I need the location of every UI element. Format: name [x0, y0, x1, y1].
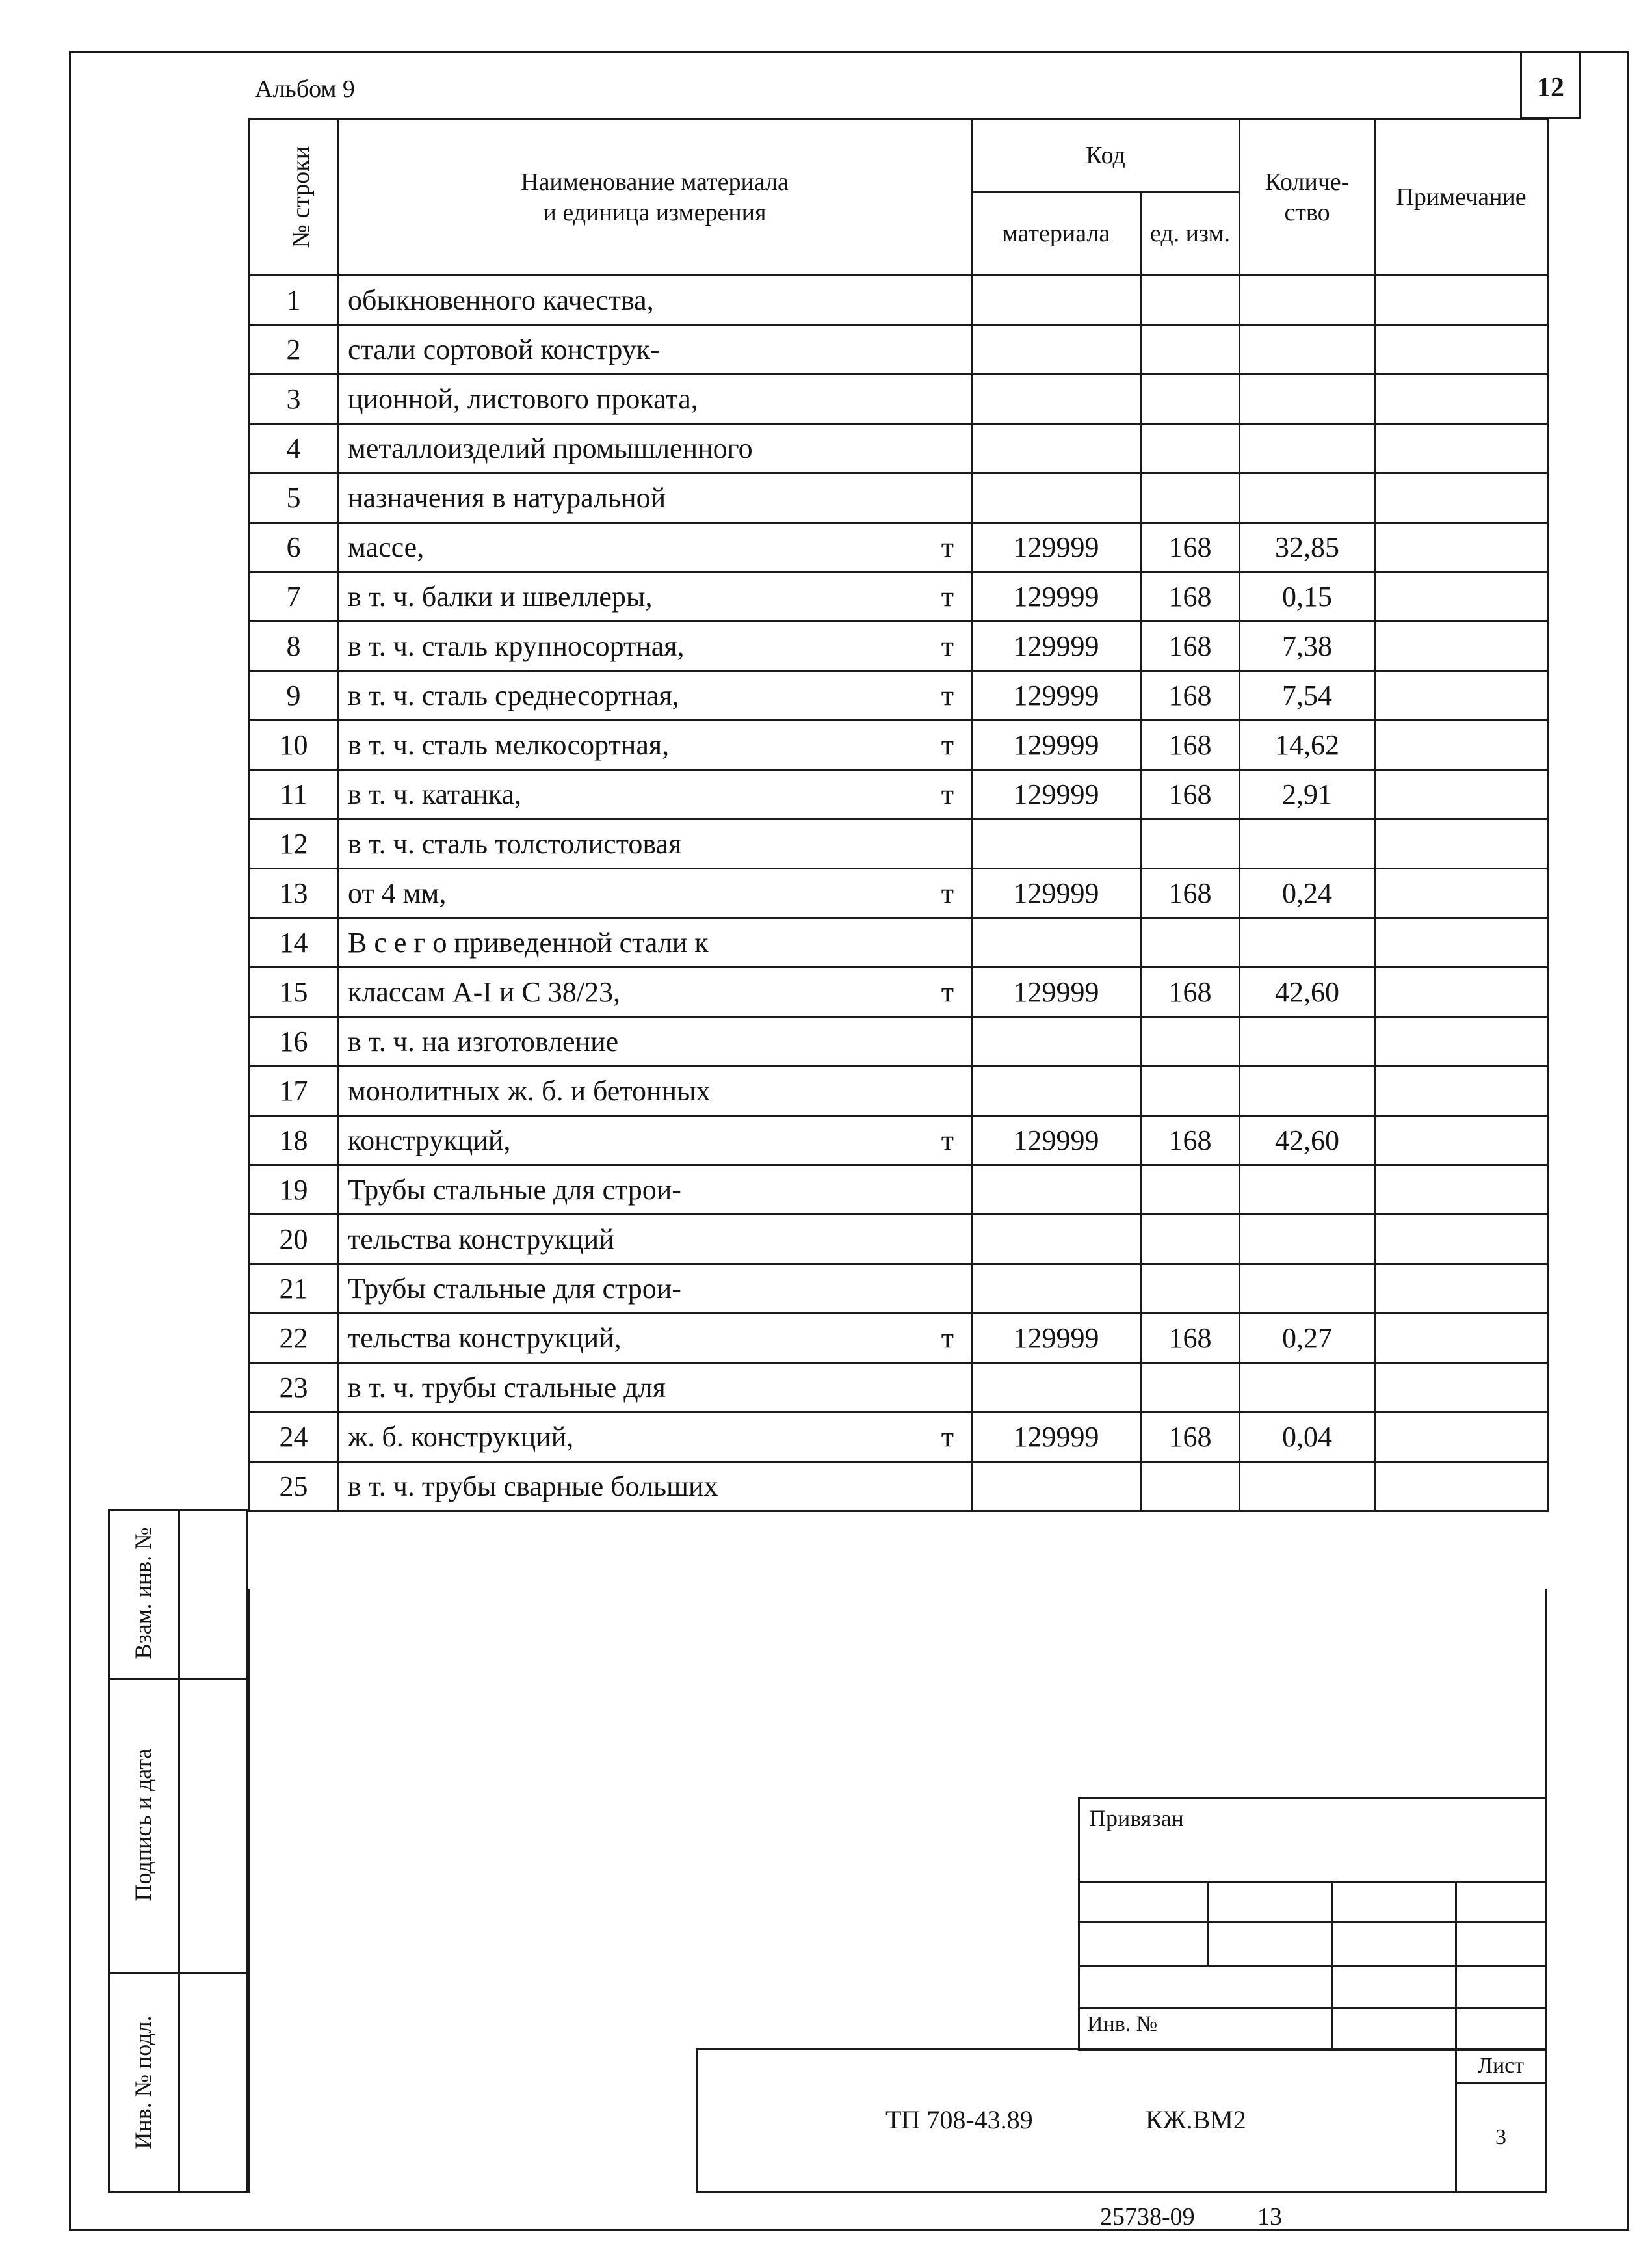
linked-grid-col [1331, 1881, 1333, 2051]
material-name: ционной, листового проката, [348, 382, 698, 415]
material-code [972, 918, 1141, 968]
material-name: от 4 мм, [348, 877, 447, 909]
quantity [1240, 1067, 1375, 1116]
note [1375, 1067, 1548, 1116]
unit-code [1141, 819, 1240, 869]
material-code [972, 325, 1141, 375]
unit-code [1141, 1165, 1240, 1215]
material-cell [338, 1165, 972, 1215]
table-row [250, 819, 1548, 869]
table-row [250, 473, 1548, 523]
material-cell [338, 1067, 972, 1116]
note [1375, 918, 1548, 968]
row-number: 13 [250, 869, 338, 918]
unit-label: т [941, 1321, 954, 1354]
replacement-inv-label: Взам. инв. № [130, 1527, 156, 1660]
row-number: 11 [250, 770, 338, 819]
linked-grid-line [1078, 1881, 1547, 1883]
note [1375, 819, 1548, 869]
linked-grid-line [1078, 2007, 1547, 2009]
col-code: Код [972, 120, 1240, 192]
unit-code: 168 [1141, 622, 1240, 671]
row-number: 5 [250, 473, 338, 523]
table-row [250, 721, 1548, 770]
unit-code: 168 [1141, 869, 1240, 918]
note [1375, 276, 1548, 325]
material-code [972, 276, 1141, 325]
table-row [250, 1314, 1548, 1363]
unit-code [1141, 375, 1240, 424]
quantity [1240, 819, 1375, 869]
row-number: 19 [250, 1165, 338, 1215]
material-name: В с е г о приведенной стали к [348, 926, 709, 959]
material-code: 129999 [972, 869, 1141, 918]
note [1375, 523, 1548, 572]
material-name: назначения в натуральной [348, 481, 666, 514]
quantity [1240, 1215, 1375, 1264]
material-name: в т. ч. сталь среднесортная, [348, 679, 679, 711]
sheet-label-line [1455, 2082, 1547, 2084]
row-number: 14 [250, 918, 338, 968]
section-code: КЖ.ВМ2 [1146, 2105, 1246, 2134]
table-row [250, 1412, 1548, 1462]
material-name: классам А-I и С 38/23, [348, 975, 621, 1008]
quantity: 14,62 [1240, 721, 1375, 770]
quantity: 2,91 [1240, 770, 1375, 819]
unit-code [1141, 424, 1240, 473]
quantity: 7,38 [1240, 622, 1375, 671]
quantity: 32,85 [1240, 523, 1375, 572]
unit-code [1141, 1017, 1240, 1067]
material-name: в т. ч. сталь крупносортная, [348, 630, 685, 662]
material-name: тельства конструкций, [348, 1321, 622, 1354]
quantity [1240, 276, 1375, 325]
archive-code: 25738-09 [1100, 2203, 1195, 2231]
materials-table [248, 118, 1549, 1512]
material-cell [338, 770, 972, 819]
material-cell [338, 276, 972, 325]
material-code: 129999 [972, 1412, 1141, 1462]
note [1375, 869, 1548, 918]
unit-code: 168 [1141, 671, 1240, 721]
material-code: 129999 [972, 1116, 1141, 1165]
album-label: Альбом 9 [255, 75, 355, 103]
material-cell [338, 1363, 972, 1412]
material-name: металлоизделий промышленного [348, 432, 753, 464]
material-code [972, 375, 1141, 424]
material-cell [338, 819, 972, 869]
material-name: в т. ч. на изготовление [348, 1025, 619, 1057]
material-code: 129999 [972, 1314, 1141, 1363]
side-stamp-row-line [108, 1972, 248, 1974]
unit-code [1141, 1067, 1240, 1116]
material-code [972, 1017, 1141, 1067]
row-number: 16 [250, 1017, 338, 1067]
row-number: 2 [250, 325, 338, 375]
material-cell [338, 473, 972, 523]
material-name: стали сортовой конструк- [348, 333, 660, 365]
row-number: 18 [250, 1116, 338, 1165]
unit-code: 168 [1141, 572, 1240, 622]
table-row [250, 375, 1548, 424]
row-number: 17 [250, 1067, 338, 1116]
material-code [972, 1215, 1141, 1264]
signature-date-label: Подпись и дата [130, 1748, 156, 1902]
unit-label: т [941, 778, 954, 810]
quantity: 0,24 [1240, 869, 1375, 918]
material-code [972, 1264, 1141, 1314]
material-name: в т. ч. трубы стальные для [348, 1371, 666, 1403]
quantity: 7,54 [1240, 671, 1375, 721]
note [1375, 1363, 1548, 1412]
side-stamp-row-line [108, 1678, 248, 1680]
content-left-border [248, 1589, 250, 2193]
material-code [972, 1363, 1141, 1412]
material-name: Трубы стальные для строи- [348, 1173, 681, 1206]
note [1375, 1314, 1548, 1363]
material-cell [338, 1017, 972, 1067]
col-name-line1: Наименование материала [521, 168, 789, 196]
note [1375, 1165, 1548, 1215]
material-cell [338, 721, 972, 770]
quantity [1240, 325, 1375, 375]
linked-grid-line [1078, 1965, 1547, 1967]
page-number: 12 [1537, 73, 1564, 103]
designation-block [696, 2048, 1547, 2193]
quantity: 42,60 [1240, 968, 1375, 1017]
material-cell [338, 375, 972, 424]
unit-code [1141, 918, 1240, 968]
table-row [250, 869, 1548, 918]
material-name: Трубы стальные для строи- [348, 1272, 681, 1305]
quantity [1240, 1165, 1375, 1215]
table-row [250, 276, 1548, 325]
quantity: 42,60 [1240, 1116, 1375, 1165]
table-row [250, 671, 1548, 721]
table-row [250, 1264, 1548, 1314]
unit-code [1141, 1462, 1240, 1511]
material-cell [338, 1116, 972, 1165]
row-number: 21 [250, 1264, 338, 1314]
material-code: 129999 [972, 622, 1141, 671]
unit-label: т [941, 728, 954, 761]
quantity [1240, 918, 1375, 968]
material-cell [338, 424, 972, 473]
unit-code: 168 [1141, 1412, 1240, 1462]
quantity [1240, 1264, 1375, 1314]
note [1375, 375, 1548, 424]
sheet-label: Лист [1477, 2054, 1525, 2078]
note [1375, 721, 1548, 770]
unit-code [1141, 473, 1240, 523]
unit-code: 168 [1141, 523, 1240, 572]
material-code: 129999 [972, 523, 1141, 572]
note [1375, 671, 1548, 721]
unit-label: т [941, 580, 954, 613]
row-number: 4 [250, 424, 338, 473]
note [1375, 325, 1548, 375]
table-row [250, 1215, 1548, 1264]
note [1375, 572, 1548, 622]
row-number: 1 [250, 276, 338, 325]
material-code: 129999 [972, 968, 1141, 1017]
note [1375, 473, 1548, 523]
material-name: в т. ч. катанка, [348, 778, 522, 810]
unit-code [1141, 1363, 1240, 1412]
note [1375, 1017, 1548, 1067]
table-row [250, 622, 1548, 671]
note [1375, 1264, 1548, 1314]
unit-code [1141, 1215, 1240, 1264]
material-cell [338, 523, 972, 572]
linked-grid-col [1207, 1881, 1209, 1965]
unit-label: т [941, 679, 954, 711]
footer-page: 13 [1257, 2203, 1282, 2231]
material-cell [338, 1264, 972, 1314]
material-name: монолитных ж. б. и бетонных [348, 1074, 711, 1107]
material-cell [338, 622, 972, 671]
note [1375, 424, 1548, 473]
quantity [1240, 1363, 1375, 1412]
material-code: 129999 [972, 671, 1141, 721]
row-number: 23 [250, 1363, 338, 1412]
row-number: 15 [250, 968, 338, 1017]
note [1375, 1215, 1548, 1264]
quantity [1240, 1462, 1375, 1511]
unit-label: т [941, 877, 954, 909]
col-code-unit: ед. изм. [1141, 192, 1240, 276]
row-number: 12 [250, 819, 338, 869]
row-number: 8 [250, 622, 338, 671]
material-code [972, 1165, 1141, 1215]
material-code [972, 819, 1141, 869]
material-code [972, 473, 1141, 523]
unit-code [1141, 1264, 1240, 1314]
material-cell [338, 671, 972, 721]
unit-code: 168 [1141, 770, 1240, 819]
row-number: 6 [250, 523, 338, 572]
table-row [250, 572, 1548, 622]
quantity: 0,15 [1240, 572, 1375, 622]
material-code: 129999 [972, 770, 1141, 819]
material-cell [338, 1462, 972, 1511]
material-cell [338, 572, 972, 622]
material-name: конструкций, [348, 1124, 511, 1156]
material-name: ж. б. конструкций, [348, 1420, 574, 1453]
material-name: в т. ч. балки и швеллеры, [348, 580, 653, 613]
quantity [1240, 424, 1375, 473]
material-cell [338, 869, 972, 918]
row-number: 24 [250, 1412, 338, 1462]
material-name: тельства конструкций [348, 1223, 614, 1255]
original-inv-label: Инв. № подл. [130, 2015, 156, 2149]
unit-label: т [941, 531, 954, 563]
material-cell [338, 1314, 972, 1363]
unit-code [1141, 276, 1240, 325]
table-row [250, 1462, 1548, 1511]
material-name: в т. ч. трубы сварные больших [348, 1470, 718, 1502]
material-code [972, 1462, 1141, 1511]
quantity [1240, 473, 1375, 523]
unit-label: т [941, 1420, 954, 1453]
material-name: в т. ч. сталь толстолистовая [348, 827, 682, 860]
unit-label: т [941, 1124, 954, 1156]
linked-grid-line [1078, 1921, 1547, 1923]
material-name: массе, [348, 531, 425, 563]
unit-label: т [941, 630, 954, 662]
table-row [250, 523, 1548, 572]
col-row-number: № строки [250, 120, 338, 276]
col-name-line2: и единица измерения [543, 198, 767, 226]
table-row [250, 424, 1548, 473]
material-code: 129999 [972, 721, 1141, 770]
table-row [250, 325, 1548, 375]
table-row [250, 968, 1548, 1017]
row-number: 22 [250, 1314, 338, 1363]
unit-label: т [941, 975, 954, 1008]
material-code: 129999 [972, 572, 1141, 622]
material-cell [338, 1412, 972, 1462]
table-row [250, 1017, 1548, 1067]
quantity: 0,04 [1240, 1412, 1375, 1462]
note [1375, 622, 1548, 671]
table-row [250, 1363, 1548, 1412]
col-code-material: материала [972, 192, 1141, 276]
col-qty-line2: ство [1284, 198, 1330, 226]
material-cell [338, 918, 972, 968]
col-qty-line1: Количе- [1265, 168, 1350, 196]
inv-no-label: Инв. № [1087, 2012, 1158, 2036]
row-number: 20 [250, 1215, 338, 1264]
note [1375, 1116, 1548, 1165]
row-number: 7 [250, 572, 338, 622]
row-number: 3 [250, 375, 338, 424]
table-row [250, 1165, 1548, 1215]
table-row [250, 918, 1548, 968]
sheet-number: 3 [1495, 2125, 1506, 2149]
unit-code: 168 [1141, 1116, 1240, 1165]
material-name: в т. ч. сталь мелкосортная, [348, 728, 670, 761]
designation-code: ТП 708-43.89 [885, 2105, 1033, 2134]
quantity: 0,27 [1240, 1314, 1375, 1363]
quantity [1240, 1017, 1375, 1067]
col-name [338, 120, 972, 276]
row-number: 10 [250, 721, 338, 770]
table-row [250, 1067, 1548, 1116]
unit-code [1141, 325, 1240, 375]
col-qty [1240, 120, 1375, 276]
material-code [972, 1067, 1141, 1116]
note [1375, 1462, 1548, 1511]
unit-code: 168 [1141, 721, 1240, 770]
material-cell [338, 968, 972, 1017]
table-row [250, 770, 1548, 819]
side-stamp-divider [178, 1509, 180, 2193]
linked-grid-col [1455, 1881, 1457, 2051]
note [1375, 770, 1548, 819]
note [1375, 1412, 1548, 1462]
material-code [972, 424, 1141, 473]
linked-label: Привязан [1089, 1805, 1184, 1831]
unit-code: 168 [1141, 1314, 1240, 1363]
table-row [250, 1116, 1548, 1165]
note [1375, 968, 1548, 1017]
row-number: 9 [250, 671, 338, 721]
material-name: обыкновенного качества, [348, 284, 654, 316]
col-note: Примечание [1375, 120, 1548, 276]
quantity [1240, 375, 1375, 424]
material-cell [338, 1215, 972, 1264]
unit-code: 168 [1141, 968, 1240, 1017]
material-cell [338, 325, 972, 375]
row-number: 25 [250, 1462, 338, 1511]
